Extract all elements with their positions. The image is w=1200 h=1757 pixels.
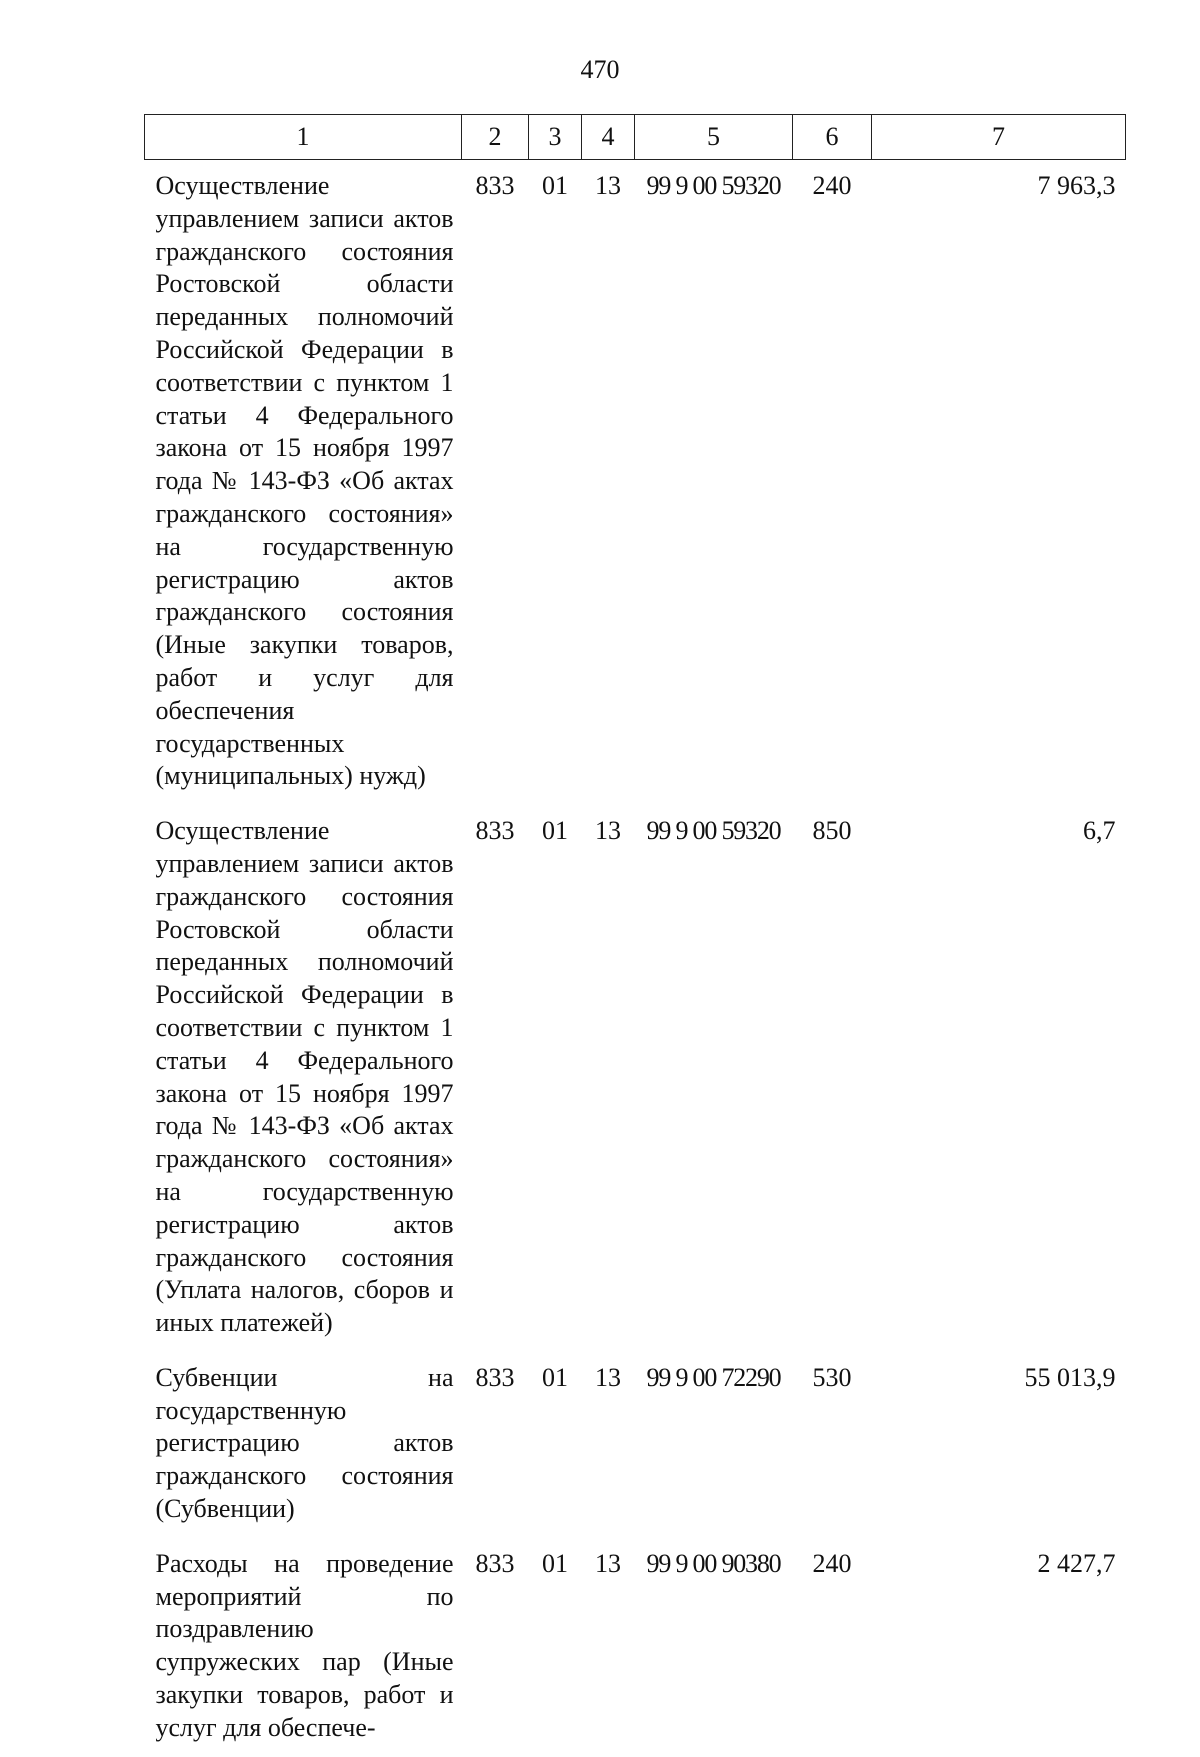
ministry-code: 833 (475, 171, 515, 200)
row-description: Расходы на проведение мероприятий по поздравлению супружеских пар (Иные закупки товаров, работ и услуг для обеспече- (155, 1548, 454, 1742)
amount: 6,7 (1083, 816, 1116, 846)
target-article-code: 99 9 00 59320 (646, 171, 781, 200)
amount: 55 013,9 (1024, 1362, 1116, 1392)
budget-table (144, 114, 1126, 1757)
column-header-3: 3 (529, 115, 582, 160)
target-article-code: 99 9 00 59320 (646, 816, 781, 846)
target-article-code: 99 9 00 72290 (646, 1362, 781, 1392)
subsection-code: 13 (595, 171, 621, 200)
section-code: 01 (542, 1362, 568, 1392)
amount: 2 427,7 (1037, 1548, 1116, 1578)
row-description: Осуществление управлением записи актов гражданского состояния Ростовской области переданных полномочий Российской Федерации в соответствии с пунктом 1 статьи 4 Федерального закона от 15 ноября 1997 года № 143-ФЗ «Об актах гражданского состояния» на государственную регистрацию актов гражданского состояния (Иные закупки товаров, работ и услуг для обеспечения государственных (муниципальных) нужд) (155, 171, 454, 791)
expense-type-code: 240 (812, 171, 852, 200)
subsection-code: 13 (595, 1548, 621, 1578)
row-description: Субвенции на государственную регистрацию актов гражданского состояния (Субвенции) (155, 1362, 454, 1524)
amount: 7 963,3 (1037, 171, 1116, 200)
target-article-code: 99 9 00 90380 (646, 1548, 781, 1578)
column-header-6: 6 (793, 115, 872, 160)
section-code: 01 (542, 171, 568, 200)
subsection-code: 13 (595, 1362, 621, 1392)
table-row (145, 805, 1126, 1352)
ministry-code: 833 (475, 816, 515, 846)
subsection-code: 13 (595, 816, 621, 846)
expense-type-code: 530 (812, 1362, 852, 1392)
column-header-2: 2 (462, 115, 529, 160)
ministry-code: 833 (475, 1548, 515, 1578)
expense-type-code: 850 (812, 816, 852, 846)
column-number-row (145, 115, 1126, 160)
section-code: 01 (542, 816, 568, 846)
column-header-4: 4 (582, 115, 635, 160)
table-row (145, 160, 1126, 806)
section-code: 01 (542, 1548, 568, 1578)
ministry-code: 833 (475, 1362, 515, 1392)
page-number: 470 (580, 55, 620, 84)
table-row (145, 1352, 1126, 1538)
row-description: Осуществление управлением записи актов гражданского состояния Ростовской области переданных полномочий Российской Федерации в соответствии с пунктом 1 статьи 4 Федерального закона от 15 ноября 1997 года № 143-ФЗ «Об актах гражданского состояния» на государственную регистрацию актов гражданского состояния (Уплата налогов, сборов и иных платежей) (155, 816, 454, 1338)
expense-type-code: 240 (812, 1548, 852, 1578)
table-row (145, 1538, 1126, 1757)
column-header-5: 5 (635, 115, 793, 160)
column-header-1: 1 (145, 115, 462, 160)
column-header-7: 7 (872, 115, 1126, 160)
